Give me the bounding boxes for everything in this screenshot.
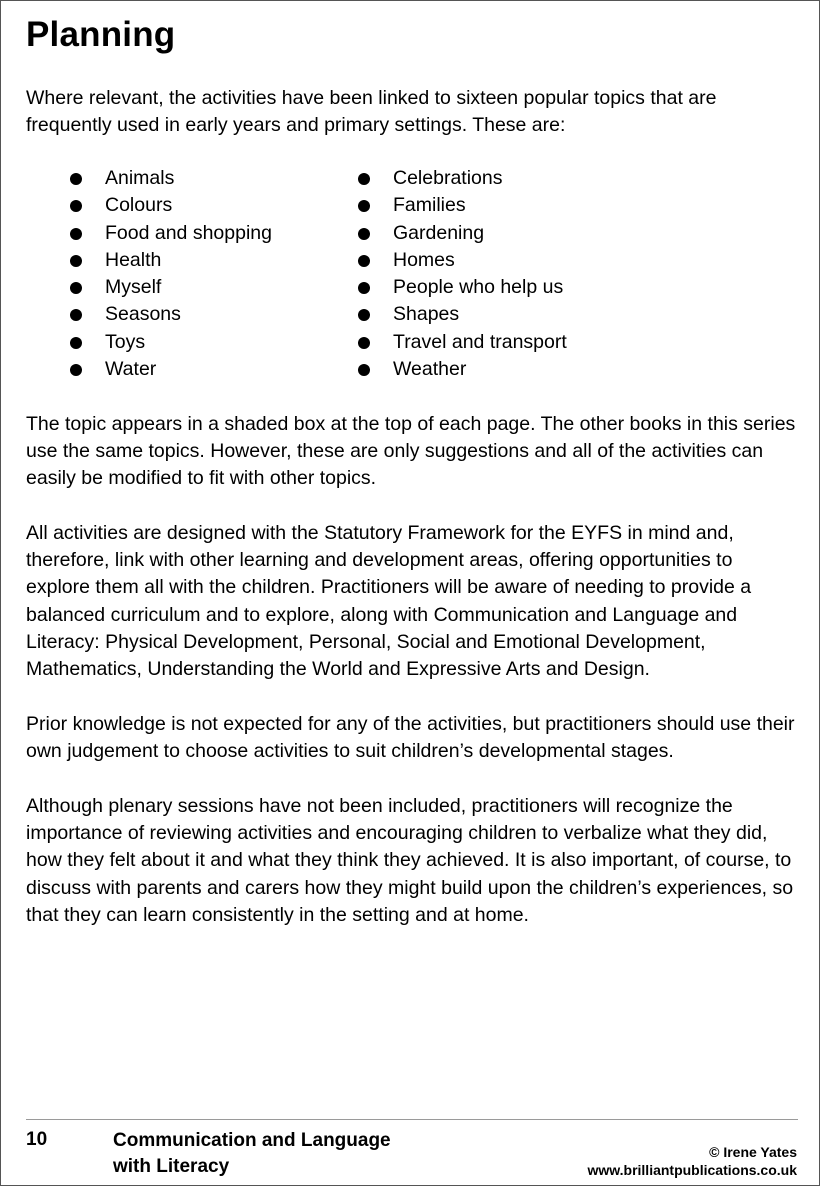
topics-list-left (69, 165, 272, 383)
bullet-icon (358, 173, 370, 185)
footer-credits (587, 1143, 797, 1179)
list-item: Shapes (357, 301, 567, 328)
bullet-icon (70, 282, 82, 294)
page-title: Planning (26, 15, 176, 54)
list-item: Colours (69, 192, 272, 219)
website-link[interactable]: www.brilliantpublications.co.uk (587, 1162, 797, 1178)
list-item: Celebrations (357, 165, 567, 192)
bullet-icon (70, 173, 82, 185)
list-item: Water (69, 356, 272, 383)
bullet-icon (70, 309, 82, 321)
bullet-icon (358, 337, 370, 349)
list-item: Toys (69, 329, 272, 356)
bullet-icon (70, 255, 82, 267)
list-item: Food and shopping (69, 220, 272, 247)
list-item: Travel and transport (357, 329, 567, 356)
book-title (113, 1128, 391, 1180)
list-item: People who help us (357, 274, 567, 301)
bullet-icon (358, 228, 370, 240)
list-item: Animals (69, 165, 272, 192)
list-item: Health (69, 247, 272, 274)
list-item: Homes (357, 247, 567, 274)
book-title-line1: Communication and Language (113, 1130, 391, 1151)
list-item: Myself (69, 274, 272, 301)
bullet-icon (358, 255, 370, 267)
footer-divider (26, 1119, 798, 1120)
intro-paragraph: Where relevant, the activities have been linked to sixteen popular topics that are frequently used in early years and primary settings. These are: (26, 87, 717, 137)
page-number: 10 (26, 1129, 48, 1150)
bullet-icon (70, 337, 82, 349)
list-item: Seasons (69, 301, 272, 328)
plenary-paragraph: Although plenary sessions have not been included, practitioners will recognize the importance of reviewing activities and encouraging children to verbalize what they did, how they felt about it and what they think they achieved. It is also important, of course, to discuss with parents and carers how they might build upon the children’s experiences, so that they can learn consistently in the setting and at home. (26, 795, 794, 926)
topic-box-paragraph: The topic appears in a shaded box at the top of each page. The other books in this series use the same topics. However, these are only suggestions and all of the activities can easily be modified to fit with other topics. (26, 413, 796, 490)
copyright-text: © Irene Yates (709, 1144, 797, 1160)
bullet-icon (70, 228, 82, 240)
list-item: Weather (357, 356, 567, 383)
bullet-icon (358, 364, 370, 376)
bullet-icon (358, 282, 370, 294)
book-title-line2: with Literacy (113, 1156, 230, 1177)
bullet-icon (70, 200, 82, 212)
list-item: Families (357, 192, 567, 219)
bullet-icon (70, 364, 82, 376)
prior-knowledge-paragraph: Prior knowledge is not expected for any of the activities, but practitioners should use their own judgement to choose activities to suit children’s developmental stages. (26, 713, 795, 763)
eyfs-paragraph: All activities are designed with the Statutory Framework for the EYFS in mind and, therefore, link with other learning and development areas, offering opportunities to explore them all with the children. Practitioners will be aware of needing to provide a balanced curriculum and to explore, along with Communication and Language and Literacy: Physical Development, Personal, Social and Emotional Development, Mathematics, Understanding the World and Expressive Arts and Design. (26, 522, 752, 681)
bullet-icon (358, 309, 370, 321)
topics-list-right (357, 165, 567, 383)
list-item: Gardening (357, 220, 567, 247)
bullet-icon (358, 200, 370, 212)
